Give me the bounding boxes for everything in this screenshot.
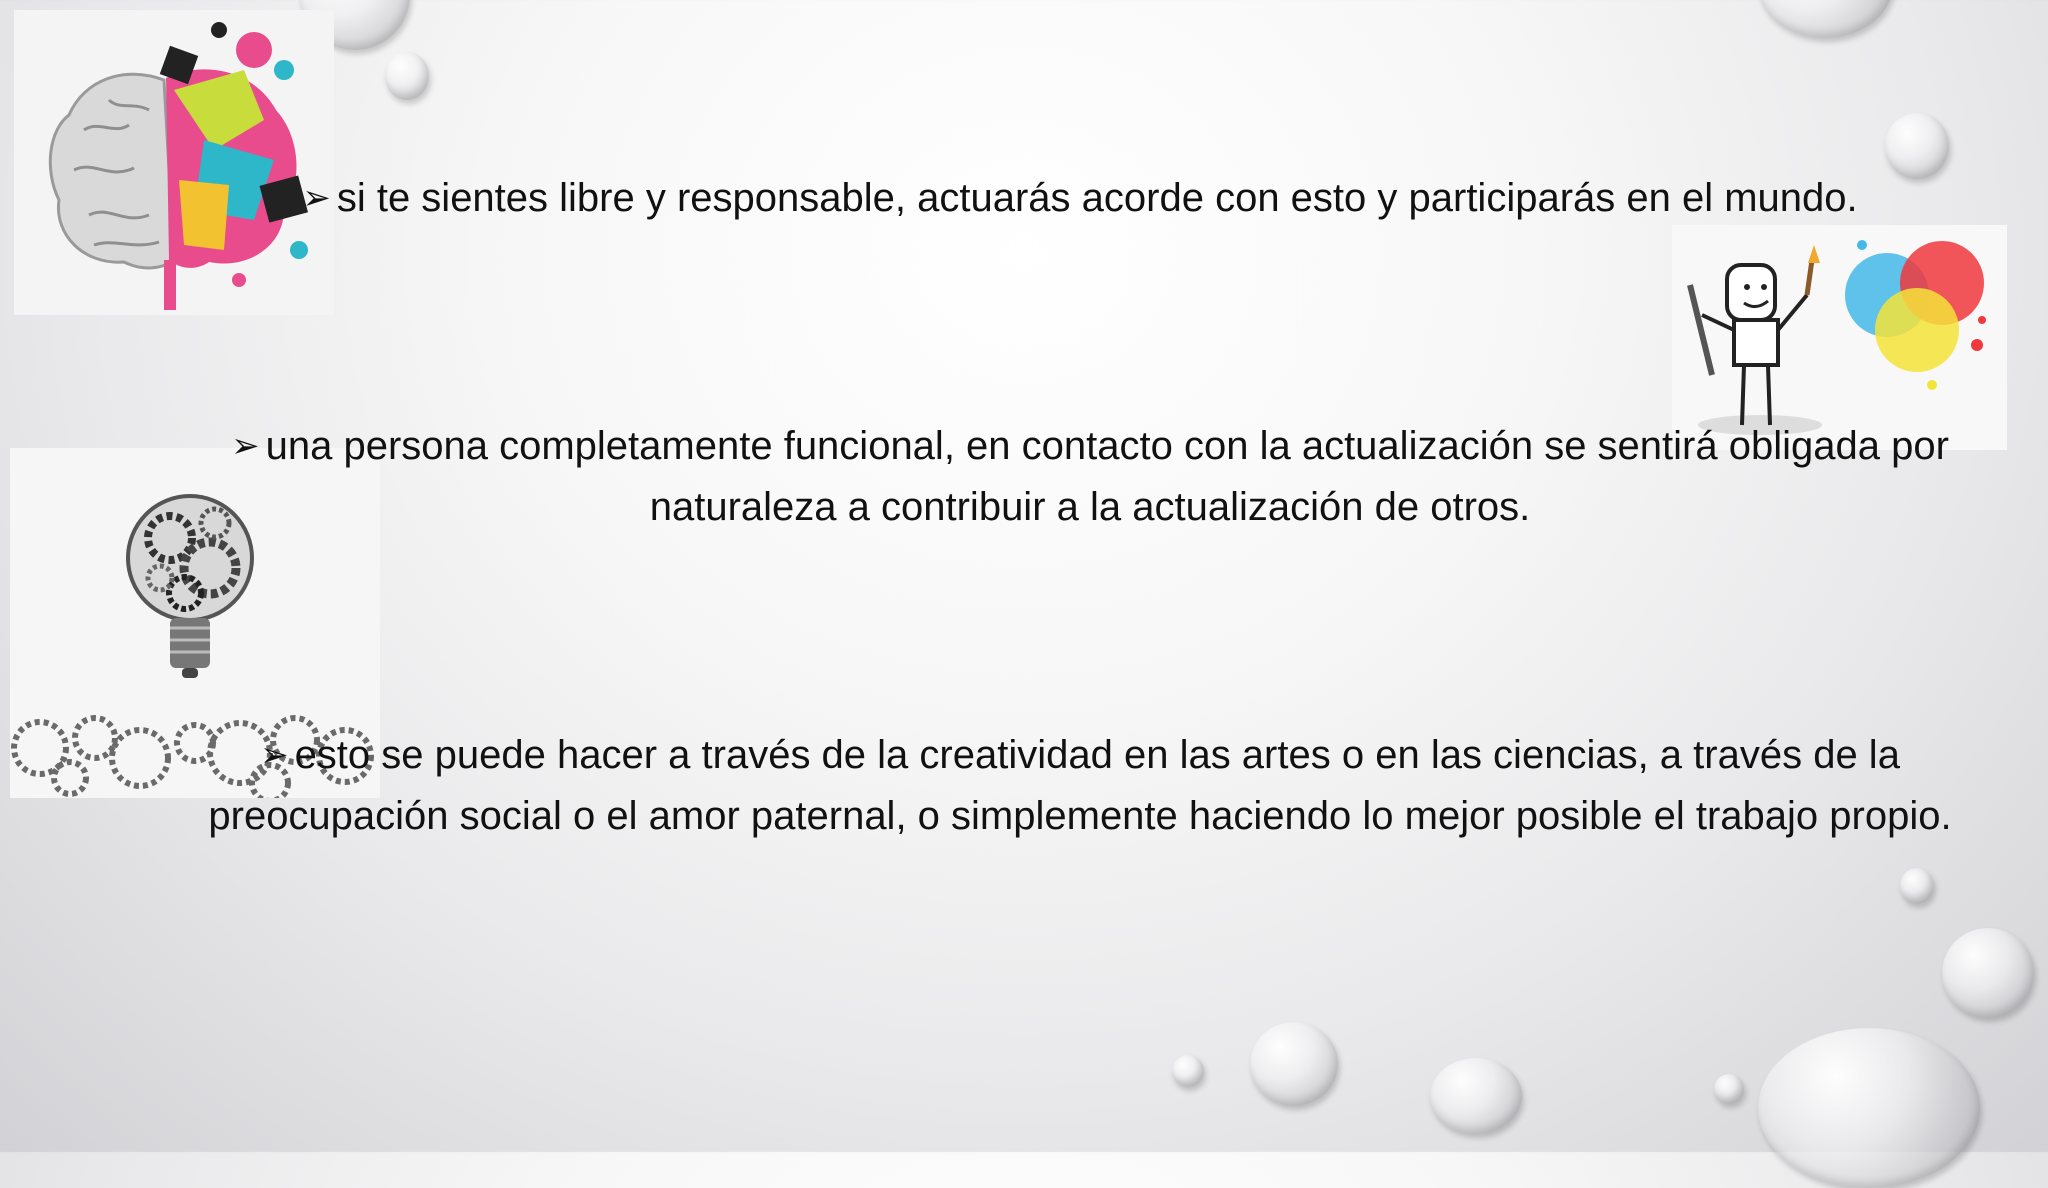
bullet-text: una persona completamente funcional, en contacto con la actualización se sentirá obligada por naturaleza a contribuir a la actualización de otros. [265,424,1949,529]
bullet-item [240,168,1920,229]
water-drop-icon [385,52,429,100]
water-drop-icon [1942,928,2034,1018]
water-drop-icon [1900,868,1934,904]
water-drop-icon [1758,0,1893,38]
bullet-text: si te sientes libre y responsable, actuarás acorde con esto y participarás en el mundo. [336,176,1858,220]
water-drop-icon [1250,1022,1338,1106]
bullet-item [200,725,1960,847]
water-drop-icon [1714,1074,1744,1104]
water-drop-icon [1172,1055,1204,1087]
bullet-arrow-icon: ➢ [260,735,289,775]
bullet-text: esto se puede hacer a través de la creatividad en las artes o en las ciencias, a través de la preocupación social o el amor paternal, o simplemente haciendo lo mejor posible el trabajo propio. [208,733,1952,838]
water-drop-icon [1758,1028,1980,1188]
water-drop-icon [1430,1058,1522,1134]
brain-art-icon [14,10,334,315]
bullet-arrow-icon: ➢ [302,178,331,218]
bullet-item [195,416,1985,538]
bullet-arrow-icon: ➢ [231,426,260,466]
